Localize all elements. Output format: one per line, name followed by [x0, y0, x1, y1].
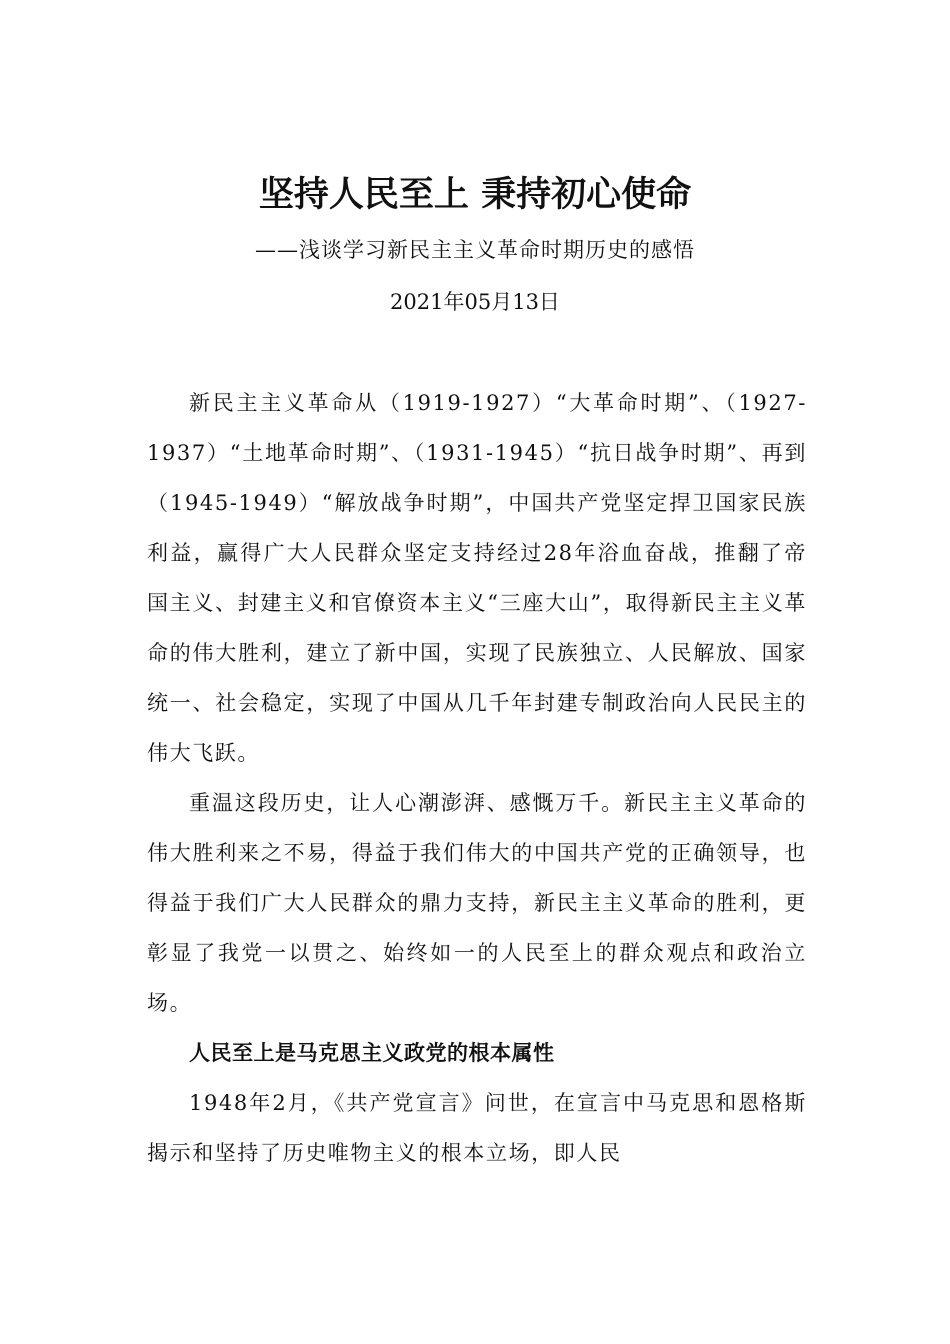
document-title: 坚持人民至上 秉持初心使命 — [258, 175, 692, 215]
paragraph-1: 新民主主义革命从（1919-1927）“大革命时期”、（1927-1937）“土地革命时期”、（1931-1945）“抗日战争时期”、再到（1945-1949）“解放战争时期”，中国共产党坚定捍卫国家民族利益，赢得广大人民群众坚定支持经过28年浴血奋战，推翻了帝国主义、封建主义和官僚资本主义“三座大山”，取得新民主主义革命的伟大胜利，建立了新中国，实现了民族独立、人民解放、国家统一、社会稳定，实现了中国从几千年封建专制政治向人民民主的伟大飞跃。 — [147, 391, 807, 765]
section-heading: 人民至上是马克思主义政党的根本属性 — [189, 1041, 555, 1065]
document-subtitle: ——浅谈学习新民主主义革命时期历史的感悟 — [255, 238, 695, 262]
section-paragraph: 1948年2月，《共产党宣言》问世，在宣言中马克思和恩格斯揭示和坚持了历史唯物主义的根本立场，即人民 — [147, 1091, 807, 1165]
paragraph-2: 重温这段历史，让人心潮澎湃、感慨万千。新民主主义革命的伟大胜利来之不易，得益于我们伟大的中国共产党的正确领导，也得益于我们广大人民群众的鼎力支持，新民主主义革命的胜利，更彰显了我党一以贯之、始终如一的人民至上的群众观点和政治立场。 — [147, 791, 807, 1015]
document-date: 2021年05月13日 — [390, 290, 560, 314]
document-body — [147, 378, 807, 1178]
